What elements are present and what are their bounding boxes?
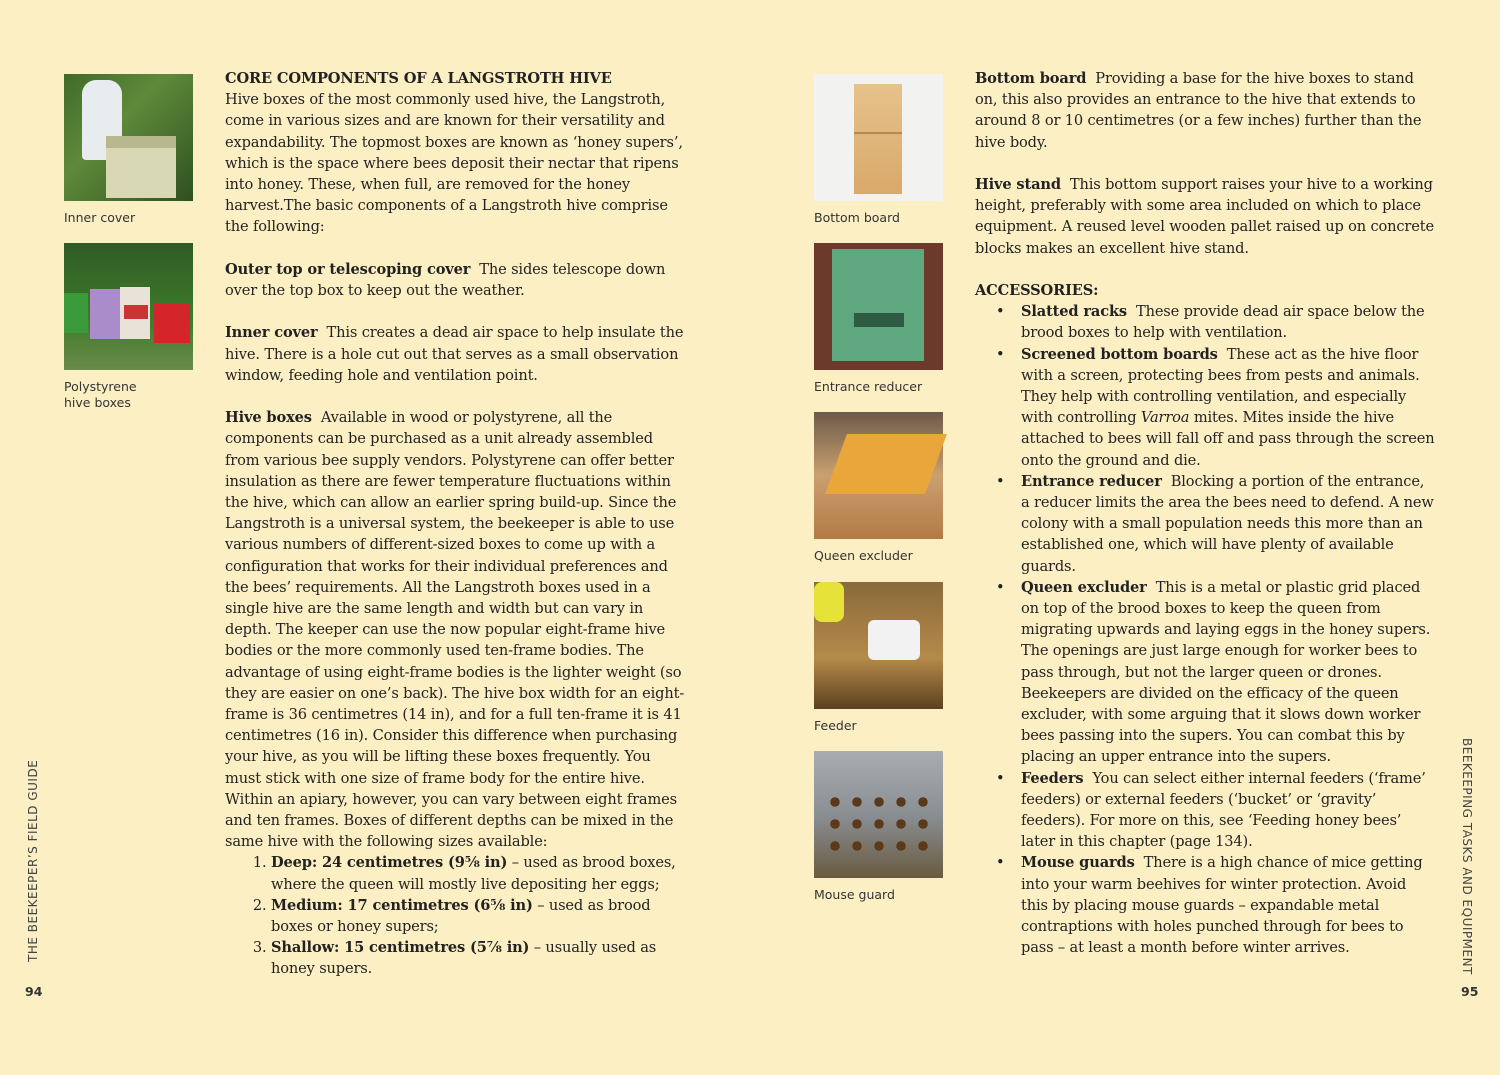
term: Medium: 17 centimetres (6⅝ in) [271,896,533,914]
photo-entrance-reducer [814,243,943,370]
photo-queen-excluder [814,412,943,539]
right-text-column [975,68,1437,959]
caption-feeder: Feeder [814,718,857,733]
section-heading: CORE COMPONENTS OF A LANGSTROTH HIVE [225,70,612,87]
list-item [1021,768,1437,853]
term: Hive stand [975,176,1061,193]
description: Blocking a portion of the entrance, a reducer limits the area the bees need to defend. A new colony with a small population needs this more than an established one, which will have plenty of available guards. [1021,472,1434,575]
caption-mouse-guard: Mouse guard [814,887,895,902]
term: Mouse guards [1021,854,1135,872]
term: Entrance reducer [1021,472,1162,490]
running-title-left: THE BEEKEEPER’S FIELD GUIDE [26,759,40,962]
list-item [1021,852,1437,958]
description: mites. Mites inside the hive attached to bees will fall off and pass through the screen onto the ground and die. [1021,409,1435,469]
left-text-column [225,68,687,980]
section-inner-cover [225,322,687,386]
running-title-right: BEEKEEPING TASKS AND EQUIPMENT [1460,738,1474,975]
list-item [1021,471,1437,577]
list-item [271,852,687,894]
accessories-heading: ACCESSORIES: [975,282,1099,299]
description: The sides telescope down over the top box to keep out the weather. [225,260,666,300]
description: This bottom support raises your hive to a working height, preferably with some area included on which to place equipment. A reused level wooden pallet raised up on concrete blocks makes an excellent hive stand. [975,176,1434,257]
photo-inner-cover [64,74,193,201]
term: Slatted racks [1021,303,1127,321]
term: Shallow: 15 centimetres (5⅞ in) [271,939,530,957]
list-item [1021,577,1437,768]
description: This is a metal or plastic grid placed on top of the brood boxes to keep the queen from migrating upwards and laying eggs in the honey supers. The openings are just large enough for worker bees to pass through, but not the larger queen or drones. Beekeepers are divided on the efficacy of the queen excluder, with some arguing that it slows down worker bees passing into the supers. You can combat this by placing an upper entrance into the supers. [1021,578,1431,766]
box-sizes-list [225,852,687,979]
photo-bottom-board [814,74,943,201]
description: These provide dead air space below the brood boxes to help with ventilation. [1021,303,1425,342]
caption-queen-excluder: Queen excluder [814,548,913,563]
description: – used as brood boxes or honey supers; [271,896,651,936]
section-bottom-board [975,68,1437,153]
caption-polystyrene-hive-boxes: Polystyrene hive boxes [64,379,137,410]
term: Queen excluder [1021,578,1147,596]
term: Screened bottom boards [1021,345,1218,363]
page-number-right: 95 [1461,984,1479,999]
intro-paragraph: Hive boxes of the most commonly used hive, the Langstroth, come in various sizes and are known for their versatility and expandability. The topmost boxes are known as ‘honey supers’, which is the space where bees deposit their nectar that ripens into honey. These, when full, are removed for the honey harvest.The basic components of a Langstroth hive comprise the following: [225,91,683,236]
description: These act as the hive floor with a screen, protecting bees from pests and animals. They help with controlling ventilation, and especially with controlling [1021,345,1420,427]
section-hive-boxes [225,407,687,852]
term: Feeders [1021,769,1084,787]
description: There is a high chance of mice getting into your warm beehives for winter protection. Avoid this by placing mouse guards – expandable metal contraptions with holes punched through for bees to pass – at least a month before winter arrives. [1021,854,1423,957]
list-item [1021,344,1437,471]
term: Inner cover [225,324,318,342]
photo-feeder [814,582,943,709]
term: Hive boxes [225,409,312,427]
description: Available in wood or polystyrene, all the components can be purchased as a unit already assembled from various bee supply vendors. Polystyrene can offer better insulation as there are fewer temperature fluctuations within the hive, which can allow an earlier spring build-up. Since the Langstroth is a universal system, the beekeeper is able to use various numbers of different-sized boxes to come up with a configuration that works for their individual preferences and the bees’ requirements. All the Langstroth boxes used in a single hive are the same length and width but can vary in depth. The keeper can use the now popular eight-frame hive bodies or the more commonly used ten-frame bodies. The advantage of using eight-frame bodies is the lighter weight (so they are easier on one’s back). The hive box width for an eight-frame is 36 centimetres (14 in), and for a full ten-frame it is 41 centimetres (16 in). Consider this difference when purchasing your hive, as you will be lifting these boxes frequently. You must stick with one size of frame body for the entire hive. Within an apiary, however, you can vary between eight frames and ten frames. Boxes of different depths can be mixed in the same hive with the following sizes available: [225,409,685,851]
term: Deep: 24 centimetres (9⅝ in) [271,854,508,872]
description: – usually used as honey supers. [271,939,657,978]
photo-polystyrene-hive-boxes [64,243,193,370]
term: Outer top or telescoping cover [225,260,471,278]
photo-mouse-guard [814,751,943,878]
list-item [1021,301,1437,343]
description: This creates a dead air space to help insulate the hive. There is a hole cut out that serves as a small observation window, feeding hole and ventilation point. [225,324,684,384]
term: Bottom board [975,70,1087,87]
italic-term: Varroa [1140,409,1190,427]
caption-bottom-board: Bottom board [814,210,900,225]
caption-entrance-reducer: Entrance reducer [814,379,923,394]
section-hive-stand [975,174,1437,259]
page-number-left: 94 [25,984,43,999]
list-item [271,895,687,937]
description: You can select either internal feeders (‘frame’ feeders) or external feeders (‘bucket’ or ‘gravity’ feeders). For more on this, see ‘Feeding honey bees’ later in this chapter (page 134). [1021,769,1426,851]
accessories-list [975,301,1437,958]
caption-inner-cover: Inner cover [64,210,136,225]
section-outer-cover [225,259,687,301]
description: – used as brood boxes, where the queen will mostly live depositing her eggs; [271,854,676,893]
description: Providing a base for the hive boxes to stand on, this also provides an entrance to the hive that extends to around 8 or 10 centimetres (or a few inches) further than the hive body. [975,70,1422,151]
list-item [271,937,687,979]
